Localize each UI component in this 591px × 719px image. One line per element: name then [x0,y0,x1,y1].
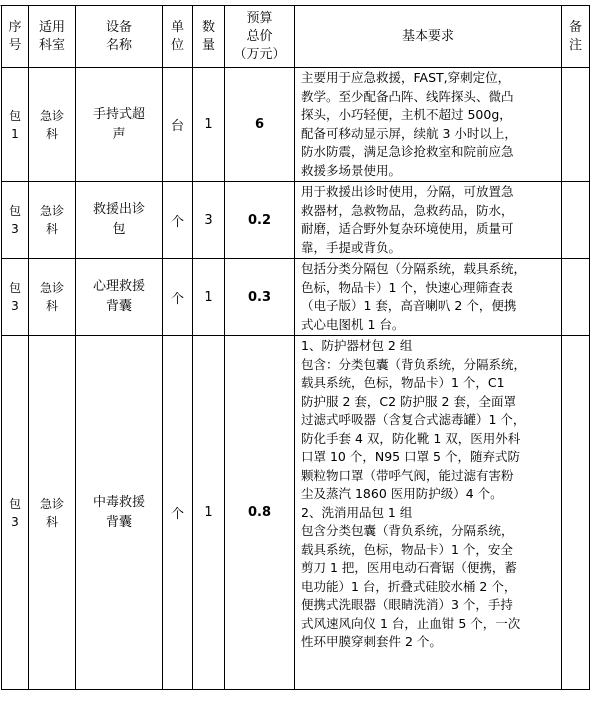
table-row [2,182,590,259]
cell-dept: 急诊 科 [29,182,76,259]
requirement-line: 救器材，急救物品，急救药品，防水， [301,202,514,218]
requirement-line: 配备可移动显示屏，续航 3 小时以上， [301,125,517,141]
cell-qty: 3 [193,182,225,259]
requirement-line: 探头，小巧轻便，主机不超过 500g， [301,107,512,122]
requirement-line: 救援多场景使用。 [301,162,402,178]
cell-requirements [295,68,562,182]
requirement-line: 靠，手提或背负。 [301,239,402,255]
cell-dept: 急诊 科 [29,336,76,690]
requirement-line: 色标，物品卡）1 个，快速心理筛查表 [301,279,513,295]
requirement-line: 过滤式呼吸器（含复合式滤毒罐）1 个， [301,412,526,427]
requirement-line: （电子版）1 套，高音喇叭 2 个，便携 [301,298,517,313]
cell-seq: 包 1 [2,68,29,182]
header-dept: 适用 科室 [29,6,76,68]
table-row [2,336,590,690]
table-row [2,259,590,336]
cell-requirements [295,259,562,336]
requirement-line: 包含分类包囊（背负系统，分隔系统， [301,523,514,538]
header-requirements: 基本要求 [295,6,562,68]
requirement-line: 颗粒物口罩（带呼气阀，能过滤有害粉 [301,467,514,483]
cell-requirements [295,336,562,690]
cell-unit: 个 [163,259,193,336]
requirement-line: 便携式洗眼器（眼睛洗消）3 个，手持 [301,597,513,612]
cell-name: 手持式超 声 [76,68,163,182]
requirement-line: 口罩 10 个，N95 口罩 5 个，随弃式防 [301,449,520,464]
cell-seq: 包 3 [2,259,29,336]
cell-qty: 1 [193,259,225,336]
requirement-line: 防化手套 4 双，防化靴 1 双，医用外科 [301,430,521,446]
requirement-line: 式心电图机 1 台。 [301,316,405,332]
header-name: 设备 名称 [76,6,163,68]
header-note: 备 注 [562,6,590,68]
cell-budget: 0.8 [225,336,295,690]
cell-name: 中毒救援 背囊 [76,336,163,690]
cell-name: 救援出诊 包 [76,182,163,259]
cell-seq: 包 3 [2,336,29,690]
cell-note [562,182,590,259]
cell-dept: 急诊 科 [29,68,76,182]
header-budget: 预算 总价 （万元） [225,6,295,68]
cell-budget: 6 [225,68,295,182]
requirement-line: 尘及蒸汽 1860 医用防护级）4 个。 [301,486,503,501]
requirement-line: 电功能）1 台，折叠式硅胶水桶 2 个， [301,578,517,594]
requirement-line: 剪刀 1 把，医用电动石膏锯（便携，蓄 [301,560,517,575]
cell-dept: 急诊 科 [29,259,76,336]
requirement-line: 1、防护器材包 2 组 [301,338,413,353]
requirement-line: 耐磨，适合野外复杂环境使用，质量可 [301,221,514,236]
cell-budget: 0.2 [225,182,295,259]
requirement-line: 载具系统，色标，物品卡）1 个，安全 [301,541,513,557]
cell-name: 心理救援 背囊 [76,259,163,336]
table-header-row [2,6,590,68]
cell-qty: 1 [193,336,225,690]
table-row [2,68,590,182]
cell-requirements [295,182,562,259]
cell-note [562,68,590,182]
cell-unit: 个 [163,336,193,690]
cell-unit: 台 [163,68,193,182]
header-seq: 序 号 [2,6,29,68]
header-unit: 单 位 [163,6,193,68]
requirement-line: 载具系统，色标，物品卡）1 个，C1 [301,375,505,390]
requirement-line: 性环甲膜穿刺套件 2 个。 [301,634,442,649]
cell-note [562,336,590,690]
header-qty: 数 量 [193,6,225,68]
equipment-table [1,5,590,690]
requirement-line: 防水防震，满足急诊抢救室和院前应急 [301,144,514,159]
requirement-line: 式风速风向仪 1 台，止血钳 5 个，一次 [301,615,521,631]
requirement-line: 包含：分类包囊（背负系统，分隔系统， [301,356,527,372]
cell-seq: 包 3 [2,182,29,259]
requirement-line: 教学。至少配备凸阵、线阵探头、微凸 [301,88,514,104]
requirement-line: 主要用于应急救援，FAST,穿刺定位， [301,70,511,85]
requirement-line: 包括分类分隔包（分隔系统，载具系统， [301,261,527,276]
requirement-line: 用于救援出诊时使用，分隔，可放置急 [301,184,514,199]
cell-note [562,259,590,336]
requirement-line: 防护服 2 套，C2 防护服 2 套，全面罩 [301,393,516,409]
cell-budget: 0.3 [225,259,295,336]
cell-unit: 个 [163,182,193,259]
cell-qty: 1 [193,68,225,182]
requirement-line: 2、洗消用品包 1 组 [301,504,413,520]
